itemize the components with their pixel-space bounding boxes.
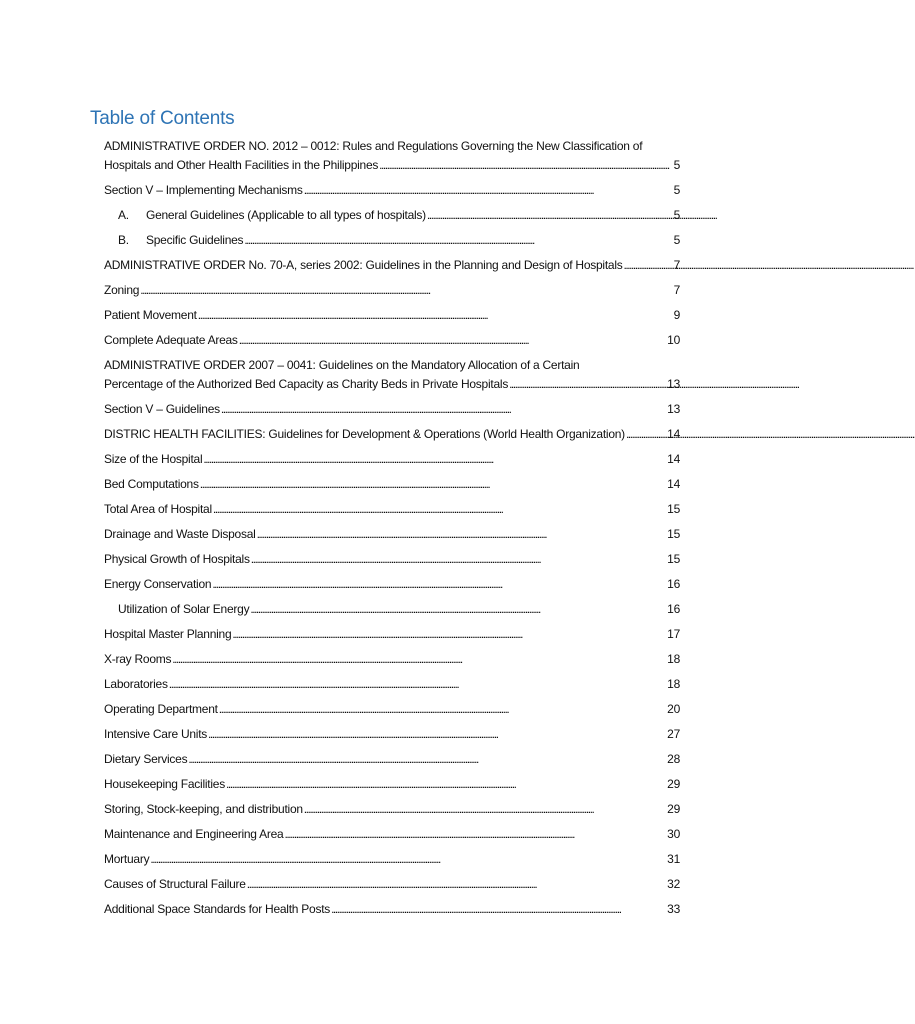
toc-entry[interactable] <box>104 425 680 444</box>
toc-entry[interactable] <box>104 575 680 594</box>
toc-entry[interactable] <box>104 331 680 350</box>
toc-entry-text: X-ray Rooms <box>104 652 172 666</box>
toc-entry[interactable] <box>104 356 680 394</box>
toc-entry-page: 20 <box>667 702 680 716</box>
toc-entry-page: 27 <box>667 727 680 741</box>
toc-entry-text: Zoning <box>104 283 140 297</box>
toc-entry-text: Causes of Structural Failure <box>104 877 246 891</box>
toc-entry-page: 29 <box>667 802 680 816</box>
toc-entry-page: 15 <box>667 502 680 516</box>
toc-entry-page: 5 <box>673 183 680 197</box>
toc-entry-number: B. <box>118 233 129 247</box>
toc-entry-text: General Guidelines (Applicable to all types of hospitals) <box>146 208 426 222</box>
toc-entry-page: 15 <box>667 552 680 566</box>
toc-entry-text: Drainage and Waste Disposal <box>104 527 256 541</box>
toc-entry[interactable] <box>104 750 680 769</box>
toc-entry-text: Section V – Implementing Mechanisms <box>104 183 303 197</box>
toc-entry-text: Bed Computations <box>104 477 199 491</box>
toc-entry-text: Utilization of Solar Energy <box>118 602 250 616</box>
toc-entry-text: Hospital Master Planning <box>104 627 232 641</box>
toc-entry[interactable] <box>104 281 680 300</box>
toc-entry[interactable] <box>104 675 680 694</box>
toc-entry-line1: ADMINISTRATIVE ORDER NO. 2012 – 0012: Rules and Regulations Governing the New Classification of <box>104 139 643 153</box>
toc-entry-page: 17 <box>667 627 680 641</box>
toc-entry-page: 5 <box>673 208 680 222</box>
toc-entry[interactable] <box>104 625 680 644</box>
toc-entry-text: Total Area of Hospital <box>104 502 212 516</box>
toc-entry-text: Size of the Hospital <box>104 452 203 466</box>
toc-entry-number: A. <box>118 208 129 222</box>
toc-entry-page: 9 <box>673 308 680 322</box>
toc-entry-text: Mortuary <box>104 852 150 866</box>
toc-entry-line1: ADMINISTRATIVE ORDER 2007 – 0041: Guidelines on the Mandatory Allocation of a Certain <box>104 358 580 372</box>
toc-entry-page: 30 <box>667 827 680 841</box>
toc-entry-page: 14 <box>667 427 680 441</box>
toc-entry[interactable] <box>104 900 680 919</box>
toc-entry-page: 14 <box>667 452 680 466</box>
toc-entry[interactable] <box>104 181 680 200</box>
toc-entry-page: 5 <box>673 158 680 172</box>
toc-entry-page: 15 <box>667 527 680 541</box>
toc-entry[interactable] <box>104 306 680 325</box>
toc-entry-page: 13 <box>667 377 680 391</box>
toc-entry-text: Dietary Services <box>104 752 188 766</box>
toc-entry-page: 16 <box>667 577 680 591</box>
toc-entry-text: Energy Conservation <box>104 577 212 591</box>
toc-entry-page: 32 <box>667 877 680 891</box>
toc-entry-page: 5 <box>673 233 680 247</box>
toc-entry[interactable] <box>104 825 680 844</box>
toc-entry[interactable] <box>104 850 680 869</box>
toc-entry[interactable] <box>104 875 680 894</box>
toc-entry-page: 18 <box>667 677 680 691</box>
toc-entry[interactable] <box>104 600 680 619</box>
toc-entry-text: Laboratories <box>104 677 168 691</box>
toc-entry[interactable] <box>104 550 680 569</box>
toc-entry-text: Operating Department <box>104 702 218 716</box>
toc-entry-text: Percentage of the Authorized Bed Capacity as Charity Beds in Private Hospitals <box>104 377 509 391</box>
toc-entry[interactable] <box>104 525 680 544</box>
toc-entry-text: Patient Movement <box>104 308 197 322</box>
toc-entry-page: 16 <box>667 602 680 616</box>
toc-entry[interactable] <box>104 206 680 225</box>
toc-entry-text: Specific Guidelines <box>146 233 244 247</box>
toc-title: Table of Contents <box>90 108 235 129</box>
toc-entry-text: Hospitals and Other Health Facilities in the Philippines <box>104 158 379 172</box>
toc-entry-page: 29 <box>667 777 680 791</box>
toc-entry[interactable] <box>104 775 680 794</box>
toc-list <box>104 137 680 919</box>
toc-entry-page: 18 <box>667 652 680 666</box>
toc-entry-text: Additional Space Standards for Health Posts <box>104 902 331 916</box>
toc-entry-text: Section V – Guidelines <box>104 402 220 416</box>
toc-entry-text: Intensive Care Units <box>104 727 208 741</box>
toc-entry-page: 28 <box>667 752 680 766</box>
toc-entry[interactable] <box>104 475 680 494</box>
toc-entry-page: 7 <box>673 283 680 297</box>
toc-entry-text: Maintenance and Engineering Area <box>104 827 284 841</box>
toc-entry-page: 10 <box>667 333 680 347</box>
toc-entry-text: Housekeeping Facilities <box>104 777 225 791</box>
toc-entry[interactable] <box>104 137 680 175</box>
toc-entry[interactable] <box>104 231 680 250</box>
toc-entry-page: 33 <box>667 902 680 916</box>
toc-entry[interactable] <box>104 450 680 469</box>
toc-entry[interactable] <box>104 500 680 519</box>
toc-entry[interactable] <box>104 700 680 719</box>
toc-entry[interactable] <box>104 800 680 819</box>
toc-entry-page: 31 <box>667 852 680 866</box>
toc-entry-text: Complete Adequate Areas <box>104 333 238 347</box>
toc-entry-text: Physical Growth of Hospitals <box>104 552 250 566</box>
toc-entry-page: 7 <box>673 258 680 272</box>
toc-entry[interactable] <box>104 725 680 744</box>
toc-entry[interactable] <box>104 400 680 419</box>
toc-entry-page: 13 <box>667 402 680 416</box>
toc-entry[interactable] <box>104 650 680 669</box>
toc-entry-page: 14 <box>667 477 680 491</box>
toc-entry-text: ADMINISTRATIVE ORDER No. 70-A, series 2002: Guidelines in the Planning and Design of Hospitals <box>104 258 623 272</box>
toc-entry-text: DISTRIC HEALTH FACILITIES: Guidelines for Development & Operations (World Health Organization) <box>104 427 625 441</box>
toc-entry-text: Storing, Stock-keeping, and distribution <box>104 802 303 816</box>
toc-entry[interactable] <box>104 256 680 275</box>
